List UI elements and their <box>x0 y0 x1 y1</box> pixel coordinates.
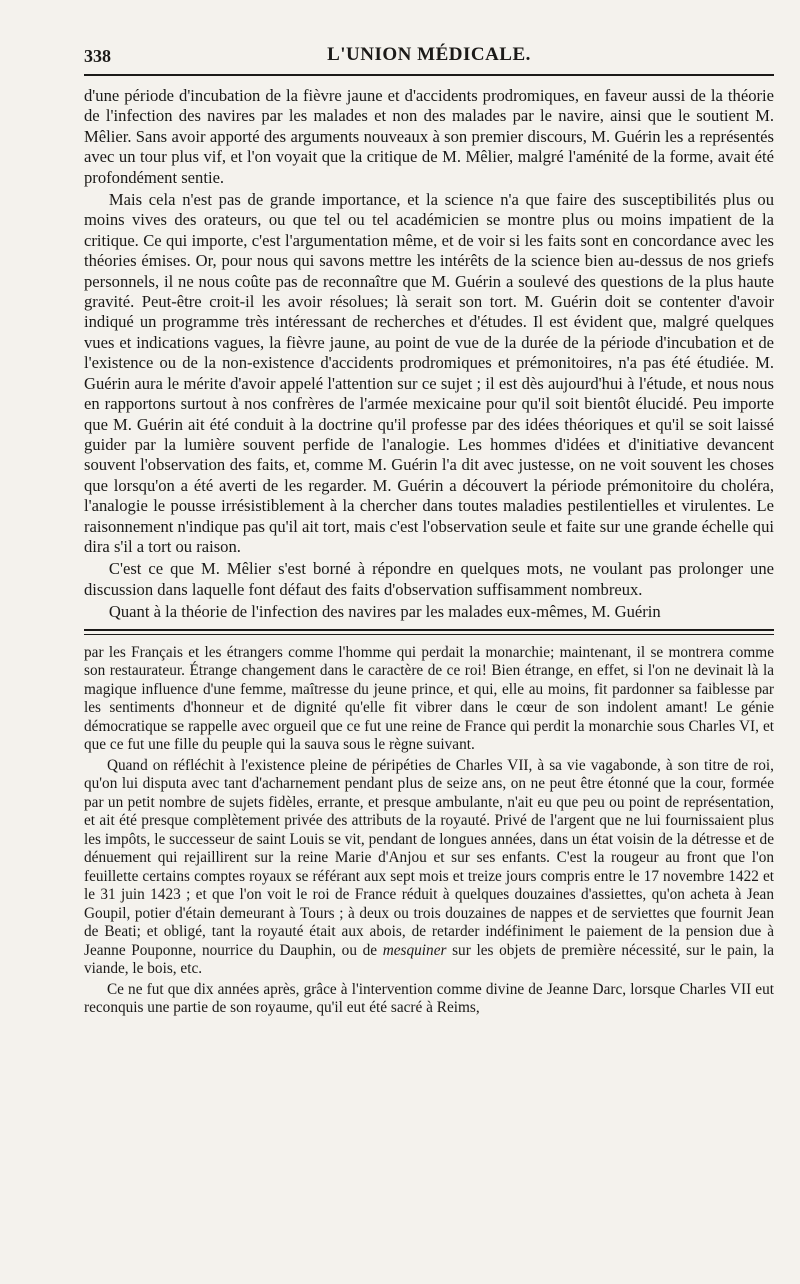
main-article <box>84 86 774 623</box>
feuilleton-paragraph: Ce ne fut que dix années après, grâce à l'intervention comme divine de Jeanne Darc, lorsque Charles VII eut reconquis une partie de son royaume, qu'il eut été sacré à Reims, <box>84 980 774 1017</box>
feuilleton-section <box>84 644 774 1018</box>
italic-word: mesquiner <box>382 941 447 959</box>
running-title: L'UNION MÉDICALE. <box>327 44 531 65</box>
feuilleton-paragraph: par les Français et les étrangers comme l'homme qui perdait la monarchie; maintenant, il se montrera comme son restaurateur. Étrange changement dans le caractère de ce roi! Bien étrange, en effet, si l'on ne devinait là la magique influence d'une femme, maîtresse du jeune prince, et qui, elle au moins, fit pardonner sa faiblesse par les sentiments d'honneur et de dignité qu'elle fit vibrer dans le cœur de son indolent amant! Le génie démocratique se rappelle avec orgueil que ce fut une reine de France qui perdit la monarchie sous Charles VI, et que ce fut une fille du peuple qui la sauva sous le règne suivant. <box>84 643 774 754</box>
article-paragraph: Mais cela n'est pas de grande importance, et la science n'a que faire des susceptibilités plus ou moins vives des orateurs, ou que tel ou tel académicien se montre plus ou moins impatient de la critique. Ce qui importe, c'est l'argumentation même, et de voir si les faits sont en concordance avec les théories émises. Or, pour nous qui savons mettre les intérêts de la science bien au-dessus de nos griefs personnels, il ne nous coûte pas de reconnaître que M. Guérin a soulevé des questions de la plus haute gravité. Peut-être croit-il les avoir résolues; là serait son tort. M. Guérin doit se contenter d'avoir indiqué un programme très intéressant de recherches et d'études. Il est évident que, malgré quelques vues et indications vagues, la fièvre jaune, au point de vue de la durée de la période d'incubation et de l'existence ou de la non-existence d'accidents prodromiques et prémonitoires, n'a pas été étudiée. M. Guérin aura le mérite d'avoir appelé l'attention sur ce sujet ; il est dès aujourd'hui à l'étude, et nous nous en rapportons surtout à nos confrères de l'armée mexicaine pour qu'il soit bientôt élucidé. Peu importe que M. Guérin ait été conduit à la doctrine qu'il professe par des idées théoriques et qu'il se soit laissé guider par la lumière souvent perfide de l'analogie. Les hommes d'idées et d'initiative devancent souvent l'observation des faits, et, comme M. Guérin l'a dit avec justesse, on ne voit souvent les choses que lorsqu'on a été averti de les regarder. M. Guérin a découvert la période prémonitoire du choléra, l'analogie le pousse irrésistiblement à la chercher dans toutes maladies pestilentielles et virulentes. Le raisonnement n'indique pas qu'il ait tort, mais c'est l'observation seule et faite sur une grande échelle qui dira s'il a tort ou raison. <box>84 190 774 556</box>
feuilleton-paragraph <box>84 757 774 979</box>
article-paragraph: C'est ce que M. Mêlier s'est borné à répondre en quelques mots, ne voulant pas prolonger une discussion dans laquelle font défaut des faits d'observation suffisamment nombreux. <box>84 559 774 599</box>
page-number: 338 <box>84 46 111 66</box>
feuilleton-text: sur les objets de première nécessité, sur le pain, la viande, le bois, etc. <box>84 941 774 978</box>
article-paragraph: Quant à la théorie de l'infection des navires par les malades eux-mêmes, M. Guérin <box>108 602 661 622</box>
page-header <box>84 38 774 76</box>
feuilleton-text: Quand on réfléchit à l'existence pleine de péripéties de Charles VII, à sa vie vagabonde, à son titre de roi, qu'on lui disputa avec tant d'acharnement pendant plus de seize ans, on ne peut être étonné que la cour, formée par un petit nombre de sujets fidèles, errante, et presque ambulante, n'ait eu que peu ou point de représentation, et ait été presque complètement privée des attributs de la royauté. Privé de l'argent que ne lui fournissaient plus les impôts, le successeur de saint Louis se vit, pendant de longues années, dans un état voisin de la détresse et de dénuement qui rejaillirent sur la reine Marie d'Anjou et sur ses enfants. C'est la rougeur au front que l'on feuillette certains comptes royaux se référant aux sept mois et treize jours compris entre le 17 novembre 1422 et le 31 juin 1423 ; et que l'on voit le roi de France réduit à quelques douzaines d'assiettes, qu'on acheta à Jean Goupil, potier d'étain demeurant à Tours ; à deux ou trois douzaines de nappes et de serviettes que fournit Jean de Beati; et obligé, tant la royauté était aux abois, de retarder indéfiniment le paiement de la pension due à Jeanne Pouponne, nourrice du Dauphin, ou de <box>84 756 774 959</box>
feuilleton-separator <box>84 629 774 635</box>
article-paragraph: d'une période d'incubation de la fièvre jaune et d'accidents prodromiques, en faveur aussi de la théorie de l'infection des navires par les malades et non des malades par le navire, ainsi que le soutient M. Mêlier. Sans avoir apporté des arguments nouveaux à son premier discours, M. Guérin les a représentés avec un tour plus vif, et l'on voyait que la critique de M. Mêlier, malgré l'aménité de la forme, avait été profondément sentie. <box>84 86 774 187</box>
